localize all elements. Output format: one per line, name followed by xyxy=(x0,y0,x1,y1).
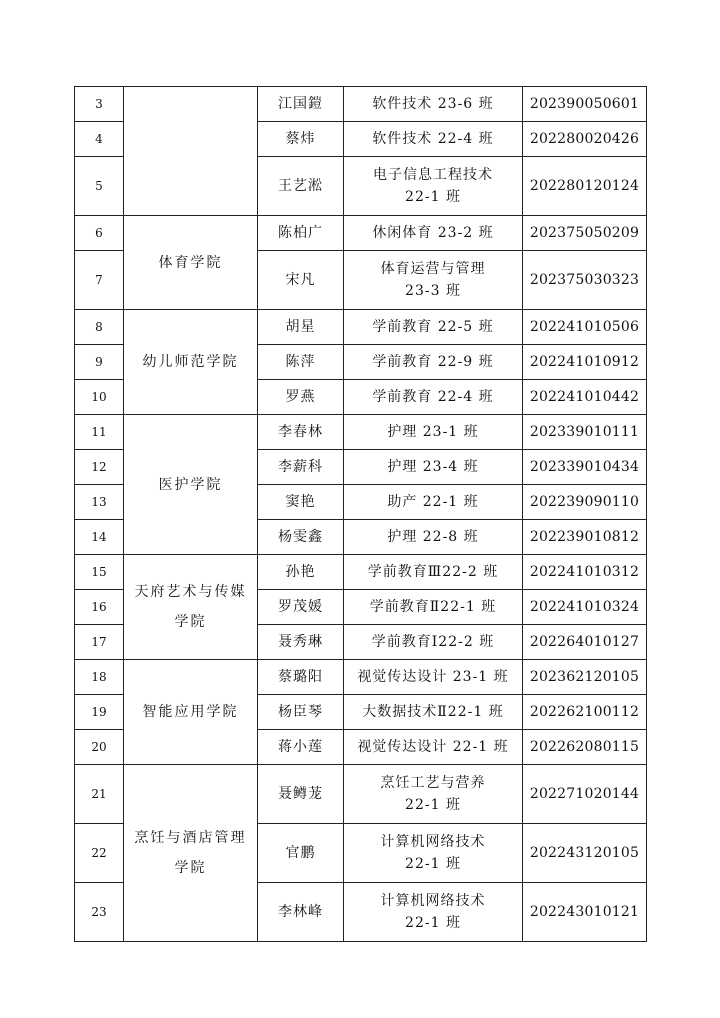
row-number: 12 xyxy=(75,450,124,485)
student-id: 202241010312 xyxy=(523,555,647,590)
row-number: 7 xyxy=(75,251,124,310)
student-name: 聂鳟茏 xyxy=(258,765,344,824)
student-id: 202243120105 xyxy=(523,824,647,883)
class-name: 休闲体育 23-2 班 xyxy=(344,216,523,251)
student-id: 202241010912 xyxy=(523,345,647,380)
class-name-line-1: 体育运营与管理 xyxy=(380,261,486,277)
student-list-table xyxy=(74,86,647,942)
department-name-line-2: 学院 xyxy=(174,860,207,876)
class-name-line-1: 电子信息工程技术 xyxy=(373,167,493,183)
table-row xyxy=(75,415,647,450)
student-name: 官鹏 xyxy=(258,824,344,883)
table-row xyxy=(75,555,647,590)
student-id: 202241010506 xyxy=(523,310,647,345)
student-id: 202264010127 xyxy=(523,625,647,660)
row-number: 14 xyxy=(75,520,124,555)
class-name: 软件技术 22-4 班 xyxy=(344,122,523,157)
class-name-line-1: 计算机网络技术 xyxy=(380,893,486,909)
class-name-line-2: 22-1 班 xyxy=(405,915,461,931)
class-name-line-1: 烹饪工艺与营养 xyxy=(380,775,486,791)
class-name xyxy=(344,251,523,310)
class-name-line-2: 22-1 班 xyxy=(405,856,461,872)
class-name xyxy=(344,765,523,824)
student-name: 陈萍 xyxy=(258,345,344,380)
class-name: 学前教育 22-9 班 xyxy=(344,345,523,380)
class-name xyxy=(344,824,523,883)
row-number: 10 xyxy=(75,380,124,415)
class-name: 视觉传达设计 22-1 班 xyxy=(344,730,523,765)
student-name: 陈柏广 xyxy=(258,216,344,251)
class-name xyxy=(344,157,523,216)
student-name: 李林峰 xyxy=(258,883,344,942)
student-name: 蒋小莲 xyxy=(258,730,344,765)
student-id: 202339010434 xyxy=(523,450,647,485)
student-name: 江国鎧 xyxy=(258,87,344,122)
department-cell xyxy=(124,765,258,942)
student-name: 胡星 xyxy=(258,310,344,345)
department-name-line-1: 天府艺术与传媒 xyxy=(134,584,247,600)
class-name: 护理 22-8 班 xyxy=(344,520,523,555)
student-name: 蔡炜 xyxy=(258,122,344,157)
class-name: 学前教育Ⅲ22-2 班 xyxy=(344,555,523,590)
class-name-line-2: 23-3 班 xyxy=(405,283,461,299)
class-name: 学前教育Ⅱ22-1 班 xyxy=(344,590,523,625)
row-number: 16 xyxy=(75,590,124,625)
row-number: 13 xyxy=(75,485,124,520)
student-name: 孙艳 xyxy=(258,555,344,590)
row-number: 19 xyxy=(75,695,124,730)
class-name-line-2: 22-1 班 xyxy=(405,189,461,205)
class-name: 护理 23-1 班 xyxy=(344,415,523,450)
table-row xyxy=(75,216,647,251)
row-number: 15 xyxy=(75,555,124,590)
student-name: 宋凡 xyxy=(258,251,344,310)
student-name: 蔡璐阳 xyxy=(258,660,344,695)
row-number: 4 xyxy=(75,122,124,157)
class-name: 学前教育Ⅰ22-2 班 xyxy=(344,625,523,660)
department-name-line-2: 学院 xyxy=(174,614,207,630)
table-row xyxy=(75,87,647,122)
student-id: 202262100112 xyxy=(523,695,647,730)
student-name: 罗燕 xyxy=(258,380,344,415)
department-cell: 智能应用学院 xyxy=(124,660,258,765)
student-id: 202241010324 xyxy=(523,590,647,625)
row-number: 23 xyxy=(75,883,124,942)
student-id: 202280120124 xyxy=(523,157,647,216)
row-number: 5 xyxy=(75,157,124,216)
student-id: 202271020144 xyxy=(523,765,647,824)
row-number: 8 xyxy=(75,310,124,345)
student-name: 聂秀琳 xyxy=(258,625,344,660)
row-number: 17 xyxy=(75,625,124,660)
table-row xyxy=(75,310,647,345)
row-number: 18 xyxy=(75,660,124,695)
row-number: 20 xyxy=(75,730,124,765)
department-cell xyxy=(124,87,258,216)
class-name-line-2: 22-1 班 xyxy=(405,797,461,813)
student-name: 杨臣琴 xyxy=(258,695,344,730)
student-name: 罗茂媛 xyxy=(258,590,344,625)
student-id: 202375030323 xyxy=(523,251,647,310)
student-id: 202239010812 xyxy=(523,520,647,555)
table-row xyxy=(75,660,647,695)
class-name: 视觉传达设计 23-1 班 xyxy=(344,660,523,695)
department-name-line-1: 烹饪与酒店管理 xyxy=(134,830,247,846)
student-id: 202239090110 xyxy=(523,485,647,520)
row-number: 22 xyxy=(75,824,124,883)
row-number: 9 xyxy=(75,345,124,380)
student-name: 王艺淞 xyxy=(258,157,344,216)
department-cell xyxy=(124,555,258,660)
student-name: 李薪科 xyxy=(258,450,344,485)
class-name xyxy=(344,883,523,942)
table-row xyxy=(75,765,647,824)
student-name: 李春林 xyxy=(258,415,344,450)
class-name-line-1: 计算机网络技术 xyxy=(380,834,486,850)
student-id: 202375050209 xyxy=(523,216,647,251)
class-name: 软件技术 23-6 班 xyxy=(344,87,523,122)
student-id: 202390050601 xyxy=(523,87,647,122)
student-id: 202280020426 xyxy=(523,122,647,157)
student-id: 202241010442 xyxy=(523,380,647,415)
department-cell: 医护学院 xyxy=(124,415,258,555)
student-name: 杨雯鑫 xyxy=(258,520,344,555)
row-number: 6 xyxy=(75,216,124,251)
student-id: 202262080115 xyxy=(523,730,647,765)
department-cell: 幼儿师范学院 xyxy=(124,310,258,415)
student-id: 202362120105 xyxy=(523,660,647,695)
class-name: 大数据技术Ⅱ22-1 班 xyxy=(344,695,523,730)
row-number: 11 xyxy=(75,415,124,450)
class-name: 学前教育 22-4 班 xyxy=(344,380,523,415)
class-name: 助产 22-1 班 xyxy=(344,485,523,520)
student-id: 202339010111 xyxy=(523,415,647,450)
student-name: 窦艳 xyxy=(258,485,344,520)
class-name: 护理 23-4 班 xyxy=(344,450,523,485)
department-cell: 体育学院 xyxy=(124,216,258,310)
student-id: 202243010121 xyxy=(523,883,647,942)
class-name: 学前教育 22-5 班 xyxy=(344,310,523,345)
row-number: 21 xyxy=(75,765,124,824)
row-number: 3 xyxy=(75,87,124,122)
